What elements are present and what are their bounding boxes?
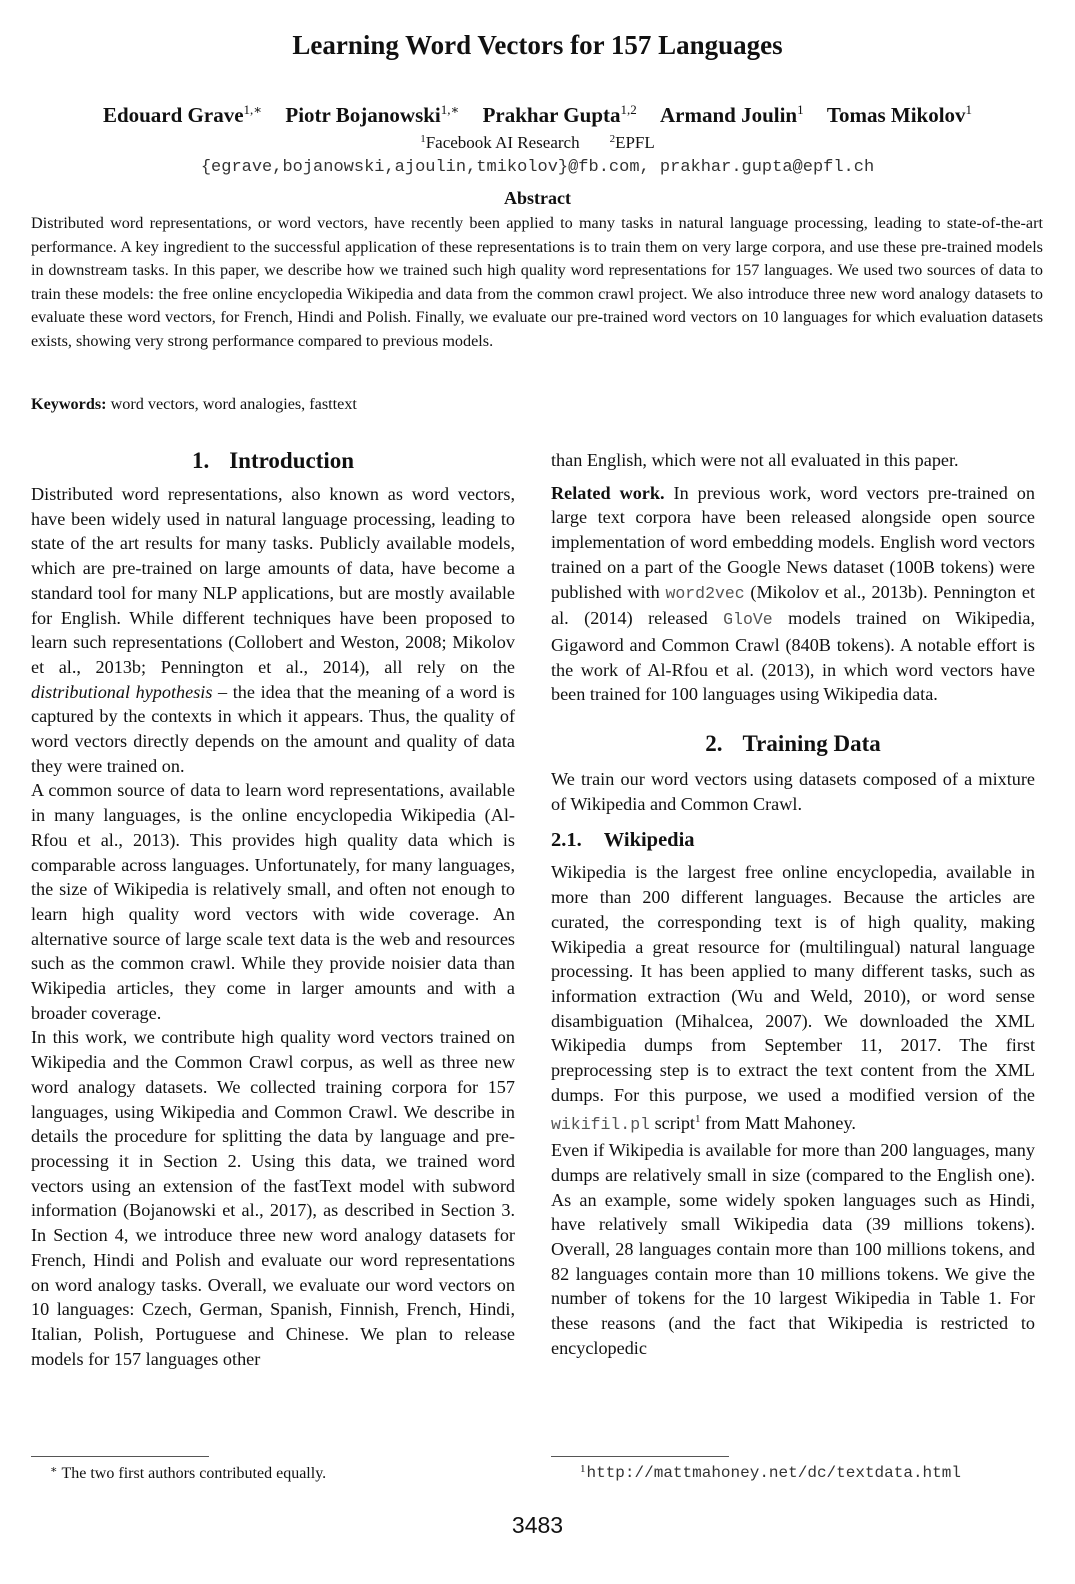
section-heading-training-data: 2. Training Data (705, 731, 881, 757)
footnote-rule (551, 1456, 729, 1457)
author: Piotr Bojanowski$^{1,∗}$ (285, 102, 460, 127)
wikipedia-paragraph-1: Wikipedia is the largest free online encyclopedia, available in more than 200 different languages. Because the articles are curated, the corresponding text is of high quality, making Wikipedia a great resource for (multilingual) natural language processing. It has been applied to many different tasks, such as information extraction (Wu and Weld, 2010), or word sense disambiguation (Mihalcea, 2007). We downloaded the XML Wikipedia dumps from September 11, 2017. The first preprocessing step is to extract the text content from the XML dumps. For this purpose, we used a modified version of the wikifil.pl script$^1$ from Matt Mahoney. (551, 862, 1035, 1135)
intro-paragraph-3-continued: than English, which were not all evaluated in this paper. (551, 450, 959, 470)
affiliation: $^2$EPFL (609, 133, 655, 152)
word2vec-code: word2vec (665, 583, 745, 603)
author-list (0, 102, 1075, 128)
right-column (551, 448, 1035, 1361)
author: Armand Joulin$^1$ (660, 102, 804, 127)
page-number: 3483 (511, 1512, 564, 1538)
wikipedia-paragraph-2: Even if Wikipedia is available for more than 200 languages, many dumps are relatively small in size (compared to the English one). As an example, some widely spoken languages such as Hindi, have relatively small Wikipedia data (39 millions tokens). Overall, 28 languages contain more than 100 millions tokens, and 82 languages contain more than 10 millions tokens. We give the number of tokens for the 10 largest Wikipedia in Table 1. For these reasons (and the fact that Wikipedia is restricted to encyclopedic (551, 1140, 1035, 1358)
keywords-text: word vectors, word analogies, fasttext (110, 395, 357, 413)
author: Edouard Grave$^{1,∗}$ (102, 102, 263, 127)
section-heading-introduction: 1. Introduction (191, 448, 355, 473)
footnote-url: $^1$http://mattmahoney.net/dc/textdata.html (580, 1463, 961, 1482)
author: Tomas Mikolov$^1$ (826, 102, 973, 127)
related-work-paragraph: Related work. In previous work, word vectors pre-trained on large text corpora have been released alongside open source implementation of word embedding models. English word vectors trained on a part of the Google News dataset (100B tokens) were published with word2vec (Mikolov et al., 2013b). Pennington et al. (2014) released GloVe models trained on Wikipedia, Gigaword and Common Crawl (840B tokens). A notable effort is the work of Al-Rfou et al. (2013), in which word vectors have been trained for 100 languages using Wikipedia data. (551, 482, 1036, 705)
glove-code: GloVe (723, 610, 773, 630)
affiliation: $^1$Facebook AI Research (420, 133, 580, 152)
training-paragraph: We train our word vectors using datasets composed of a mixture of Wikipedia and Common Crawl. (551, 769, 1035, 814)
intro-paragraph-3: In this work, we contribute high quality word vectors trained on Wikipedia and the Common Crawl corpus, as well as three new word analogy datasets. We collected training corpora for 157 languages, using Wikipedia and Common Crawl. We describe in details the procedure for splitting the data by language and pre-processing it in Section 2. Using this data, we trained word vectors using an extension of the fastText model with subword information (Bojanowski et al., 2017), as described in Section 3. In Section 4, we introduce three new word analogy datasets for French, Hindi and Polish and evaluate our word representations on word analogy tasks. Overall, we evaluate our word vectors on 10 languages: Czech, German, Spanish, Finnish, French, Hindi, Italian, Polish, Portuguese and Chinese. We plan to release models for 157 languages other (31, 1027, 515, 1369)
wikifil-code: wikifil.pl (551, 1115, 651, 1135)
intro-paragraph-1: Distributed word representations, also known as word vectors, have been widely used in natural language processing, leading to state of the art results for many tasks. Publicly available models, which are pre-trained on large amounts of data, have become a standard tool for many NLP applications, but are mostly available for English. While different techniques have been proposed to learn such representations (Collobert and Weston, 2008; Mikolov et al., 2013b; Pennington et al., 2014), all rely on the distributional hypothesis – the idea that the meaning of a word is captured by the contexts in which it appears. Thus, the quality of word vectors directly depends on the amount and quality of data they were trained on. (31, 484, 515, 776)
author-emails: {egrave,bojanowski,ajoulin,tmikolov}@fb.com, prakhar.gupta@epfl.ch (200, 158, 875, 177)
abstract-heading: Abstract (504, 188, 571, 208)
footnote-rule (31, 1456, 209, 1457)
footnote-equal-contribution: ∗ The two first authors contributed equally. (50, 1464, 327, 1482)
intro-paragraph-2: A common source of data to learn word representations, available in many languages, is the online encyclopedia Wikipedia (Al-Rfou et al., 2013). This provides high quality data which is comparable across languages. Unfortunately, for many languages, the size of Wikipedia is relatively small, and often not enough to learn high quality word vectors with wide coverage. An alternative source of large scale text data is the web and resources such as the common crawl. While they provide noisier data than Wikipedia articles, they come in larger amounts and with a broader coverage. (31, 780, 515, 1023)
keywords (31, 395, 1043, 414)
subsection-heading-wikipedia: 2.1. Wikipedia (551, 829, 695, 852)
footnote-link[interactable]: http://mattmahoney.net/dc/textdata.html (586, 1464, 961, 1482)
paper-title: Learning Word Vectors for 157 Languages (292, 30, 783, 60)
keywords-label: Keywords: (31, 395, 107, 413)
abstract-text: Distributed word representations, or word vectors, have recently been applied to many tasks in natural language processing, leading to state-of-the-art performance. A key ingredient to the successful application of these representations is to train them on very large corpora, and use these pre-trained models in downstream tasks. In this paper, we describe how we trained such high quality word representations for 157 languages. We used two sources of data to train these models: the free online encyclopedia Wikipedia and data from the common crawl project. We also introduce three new word analogy datasets to evaluate these word vectors, for French, Hindi and Polish. Finally, we evaluate our pre-trained word vectors on 10 languages for which evaluation datasets exists, showing very strong performance compared to previous models. (31, 214, 1043, 350)
author: Prakhar Gupta$^{1,2}$ (482, 102, 637, 127)
related-work-label: Related work. (551, 482, 665, 503)
footnote-ref: 1 (695, 1113, 701, 1126)
left-column (31, 440, 515, 1371)
affiliations (0, 133, 1075, 153)
